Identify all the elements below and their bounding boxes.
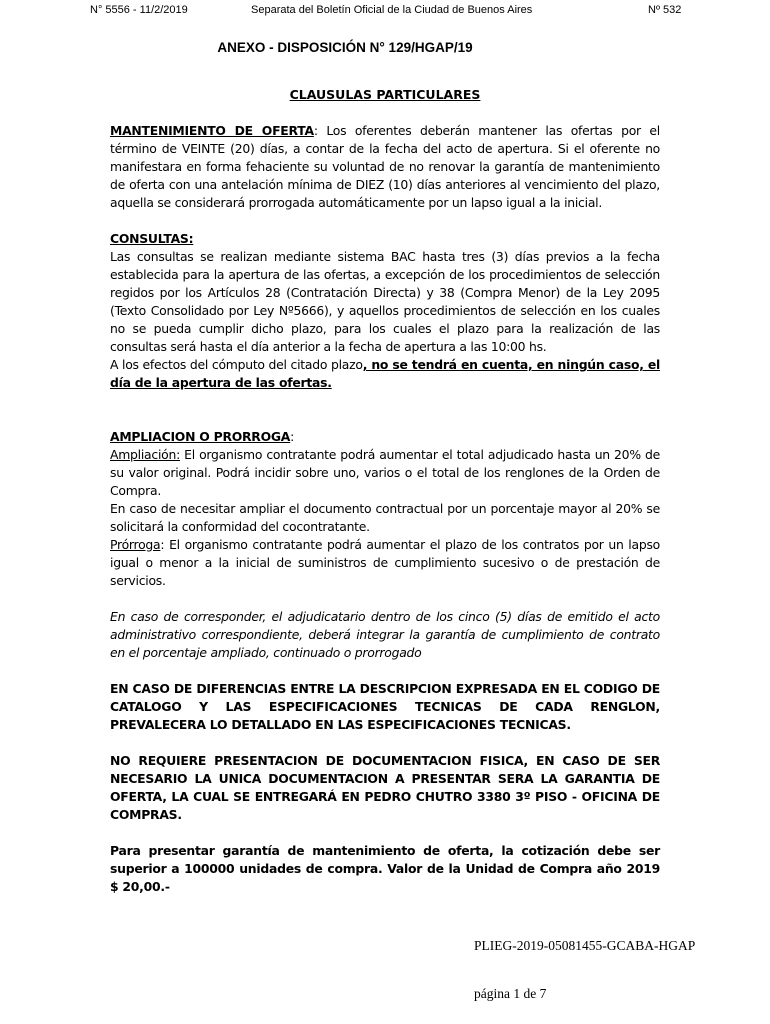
ampliacion-paragraph xyxy=(110,446,660,500)
mantenimiento-text: : Los oferentes deberán mantener las ofertas por el término de VEINTE (20) días, a contar de la fecha del acto de apertura. Si el oferente no manifestara en forma fehaciente su voluntad de no renovar la garantía de mantenimiento de oferta con una antelación mínima de DIEZ (10) días anteriores al vencimiento del plazo, aquella se considerará prorrogada automáticamente por un lapso igual a la inicial. xyxy=(110,123,660,210)
consultas-text: Las consultas se realizan mediante sistema BAC hasta tres (3) días previos a la fecha establecida para la apertura de las ofertas, a excepción de los procedimientos de selección regidos por los Artículos 28 (Contratación Directa) y 38 (Compra Menor) de la Ley 2095 (Texto Consolidado por Ley Nº5666), y aquellos procedimientos de selección en los cuales no se pueda cumplir dicho plazo, para los cuales el plazo para la realización de las consultas será hasta el día anterior a la fecha de apertura a las 10:00 hs. xyxy=(110,249,660,354)
consultas-heading: CONSULTAS: xyxy=(110,231,194,246)
document-body xyxy=(110,122,660,896)
ampliacion-text: El organismo contratante podrá aumentar el total adjudicado hasta un 20% de su valor original. Podrá incidir sobre uno, varios o el total de los renglones de la Orden de Compra. xyxy=(110,447,660,498)
consultas-note xyxy=(110,356,660,392)
prorroga-text: : El organismo contratante podrá aumentar el plazo de los contratos por un lapso igual o menor a la inicial de suministros de cumplimiento sucesivo o de prestación de servicios. xyxy=(110,537,660,588)
mantenimiento-heading: MANTENIMIENTO DE OFERTA xyxy=(110,123,314,138)
prorroga-paragraph xyxy=(110,536,660,590)
documentacion-paragraph: NO REQUIERE PRESENTACION DE DOCUMENTACION FISICA, EN CASO DE SER NECESARIO LA UNICA DOCUMENTACION A PRESENTAR SERA LA GARANTIA DE OFERTA, LA CUAL SE ENTREGARÁ EN PEDRO CHUTRO 3380 3º PISO - OFICINA DE COMPRAS. xyxy=(110,753,660,822)
mantenimiento-paragraph xyxy=(110,122,660,212)
annex-title: ANEXO - DISPOSICIÓN N° 129/HGAP/19 xyxy=(217,40,473,55)
diferencias-paragraph: EN CASO DE DIFERENCIAS ENTRE LA DESCRIPCION EXPRESADA EN EL CODIGO DE CATALOGO Y LAS ESPECIFICACIONES TECNICAS DE CADA RENGLON, PREVALECERA LO DETALLADO EN LAS ESPECIFICACIONES TECNICAS. xyxy=(110,681,660,732)
ampliacion-colon: : xyxy=(290,429,295,444)
document-code: PLIEG-2019-05081455-GCABA-HGAP xyxy=(474,938,696,953)
header-issue-number: N° 5556 - 11/2/2019 xyxy=(90,4,188,16)
cumplimiento-paragraph: En caso de corresponder, el adjudicatario dentro de los cinco (5) días de emitido el acto administrativo correspondiente, deberá integrar la garantía de cumplimiento de contrato en el porcentaje ampliado, continuado o prorrogado xyxy=(110,609,660,660)
header-page-number: Nº 532 xyxy=(648,4,682,16)
header-publication: Separata del Boletín Oficial de la Ciudad de Buenos Aires xyxy=(251,4,533,16)
ampliacion-heading-line xyxy=(110,428,660,446)
prorroga-label: Prórroga xyxy=(110,537,161,552)
consultas-note-start: A los efectos del cómputo del citado plazo xyxy=(110,357,363,372)
ampliacion-caso-paragraph: En caso de necesitar ampliar el documento contractual por un porcentaje mayor al 20% se solicitará la conformidad del cocontratante. xyxy=(110,501,660,534)
ampliacion-label: Ampliación: xyxy=(110,447,181,462)
consultas-note-bold: , no se tendrá en cuenta, en ningún caso, el día de la apertura de las ofertas. xyxy=(110,357,660,390)
section-title: CLAUSULAS PARTICULARES xyxy=(289,87,481,102)
garantia-paragraph: Para presentar garantía de mantenimiento de oferta, la cotización debe ser superior a 100000 unidades de compra. Valor de la Unidad de Compra año 2019 $ 20,00.- xyxy=(110,843,660,894)
page-indicator: página 1 de 7 xyxy=(474,986,547,1001)
ampliacion-heading: AMPLIACION O PRORROGA xyxy=(110,429,291,444)
